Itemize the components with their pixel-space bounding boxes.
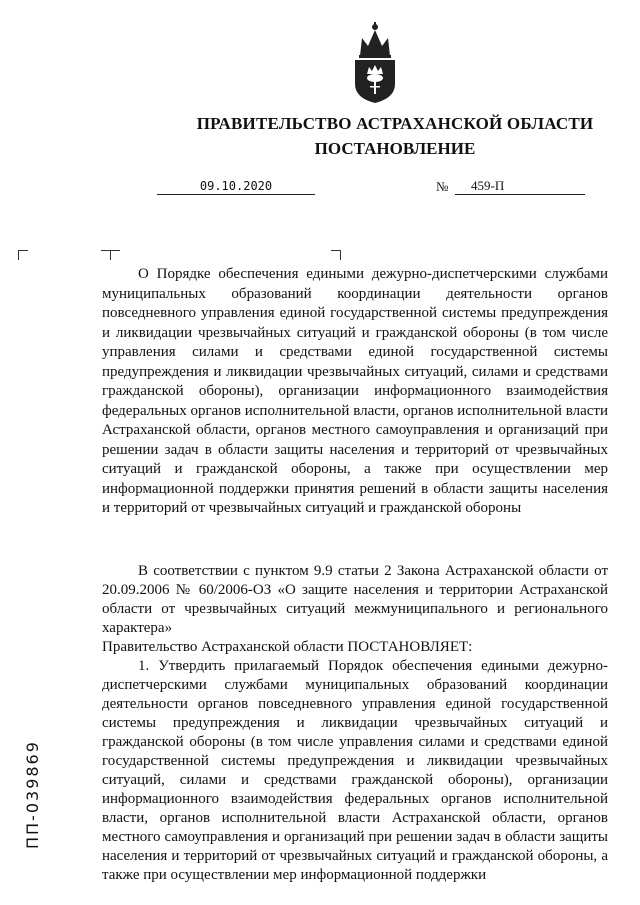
coat-of-arms bbox=[350, 22, 400, 104]
serial-number: ПП-039869 bbox=[23, 740, 42, 850]
corner-mark bbox=[101, 250, 111, 260]
corner-mark bbox=[18, 250, 28, 260]
document-date: 09.10.2020 bbox=[157, 178, 315, 195]
organization-name: ПРАВИТЕЛЬСТВО АСТРАХАНСКОЙ ОБЛАСТИ bbox=[196, 114, 594, 133]
document-type: ПОСТАНОВЛЕНИЕ bbox=[314, 139, 476, 158]
corner-mark bbox=[331, 250, 341, 260]
document-title: О Порядке обеспечения едиными дежурно-диспетчерскими службами муниципальных образований координации деятельности органов повседневного управления единой государственной системы предупреждения и ликвидации чрезвычайных ситуаций и гражданской обороны (в том числе управления силами и средствами единой государственной системы предупреждения и ликвидации чрезвычайных ситуаций, силами и средствами гражданской обороны), организации информационного взаимодействия федеральных органов исполнительной власти, органов исполнительной власти Астраханской области, органов местного самоуправления и организаций при решении задач в области защиты населения и территорий от чрезвычайных ситуаций и гражданской обороны, а также при осуществлении мер информационной поддержки принятия решений в области защиты населения и территорий от чрезвычайных ситуаций и гражданской обороны bbox=[102, 266, 608, 516]
item-1-paragraph: 1. Утвердить прилагаемый Порядок обеспечения едиными дежурно-диспетчерскими службами муниципальных образований координации деятельности органов повседневного управления единой государственной системы предупреждения и ликвидации чрезвычайных ситуаций и гражданской обороны (в том числе управления силами и средствами единой государственной системы предупреждения и ликвидации чрезвычайных ситуаций, силами и средствами гражданской обороны), организации информационного взаимодействия федеральных органов исполнительной власти, органов исполнительной власти Астраханской области, органов местного самоуправления и организаций при решении задач в области защиты населения и территорий от чрезвычайных ситуаций и гражданской обороны, а также при осуществлении мер информационной поддержки bbox=[102, 658, 608, 883]
document-number: 459-П bbox=[455, 178, 585, 195]
number-sign: № bbox=[436, 179, 449, 194]
astrakhan-coat-of-arms-icon bbox=[350, 22, 400, 104]
preamble-paragraph: В соответствии с пунктом 9.9 статьи 2 Закона Астраханской области от 20.09.2006 № 60/2006-ОЗ «О защите населения и территории Астраханской области от чрезвычайных ситуаций межмуниципального и регионального характера» bbox=[102, 563, 608, 636]
decree-paragraph: Правительство Астраханской области ПОСТАНОВЛЯЕТ: bbox=[102, 639, 473, 655]
document-body bbox=[102, 562, 608, 885]
corner-mark bbox=[110, 250, 120, 260]
